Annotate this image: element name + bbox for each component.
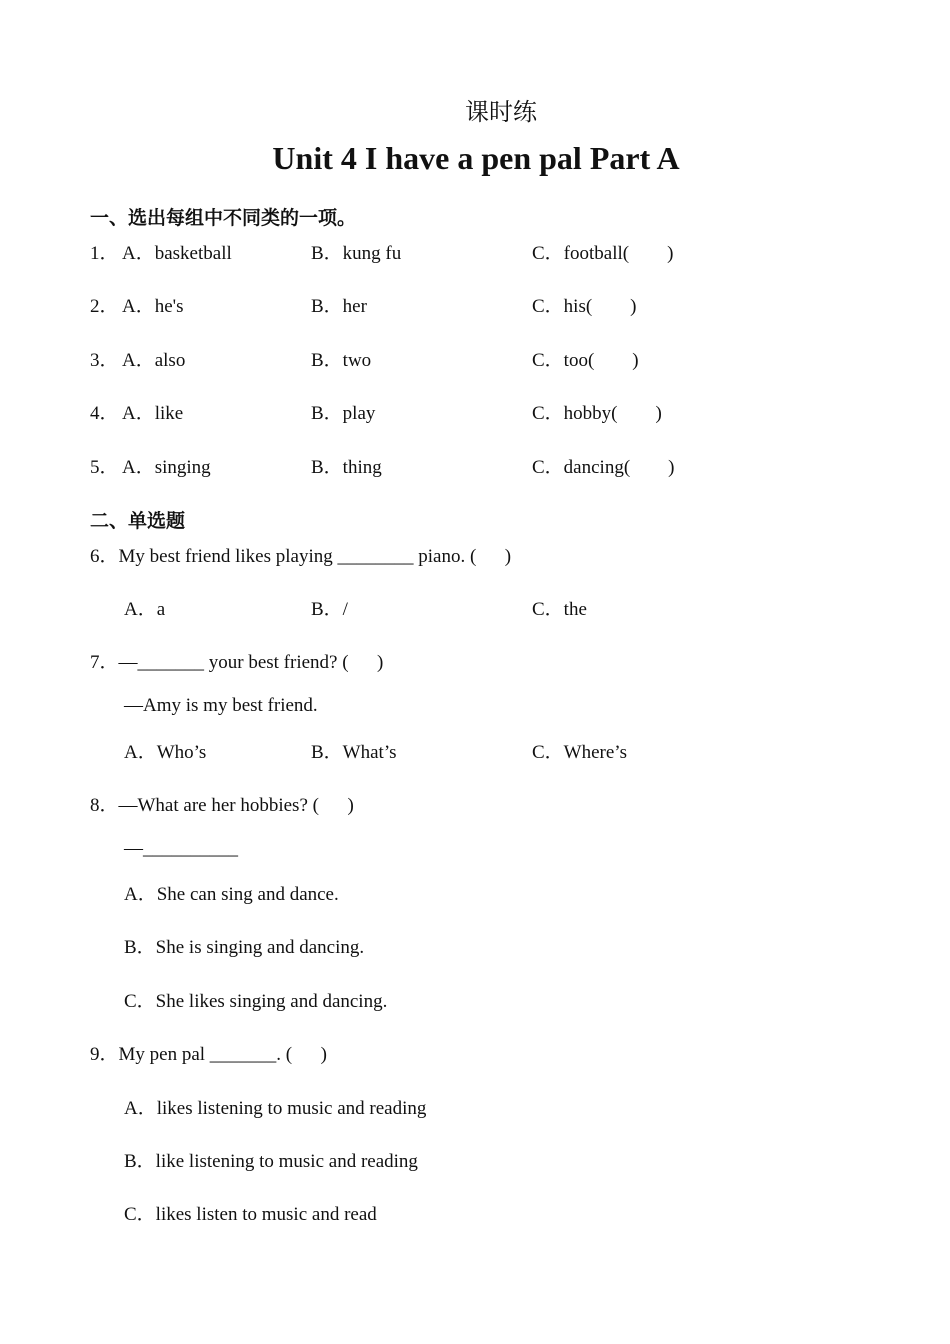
option-a: A．also [122, 350, 186, 371]
option-b: B．play [311, 403, 376, 424]
option-a: A．basketball [122, 243, 232, 264]
option-b: B．/ [311, 599, 348, 620]
option-b: B．kung fu [311, 243, 402, 264]
option-a: A．like [122, 403, 184, 424]
page-subtitle: 课时练 [465, 98, 537, 126]
option-b: B．two [311, 350, 372, 371]
option-c: C．football( ) [532, 243, 674, 264]
question-stem: 7．—_______ your best friend? ( ) [90, 652, 384, 673]
option-a: A．singing [122, 457, 211, 478]
option-c: C．his( ) [532, 296, 637, 317]
question-number: 5． [90, 457, 119, 478]
option-a: A．he's [122, 296, 184, 317]
option-a: A．Who’s [124, 742, 207, 763]
option-c: C．She likes singing and dancing. [124, 991, 388, 1012]
option-c: C．likes listen to music and read [124, 1204, 377, 1225]
option-b: B．thing [311, 457, 382, 478]
section2-heading: 二、单选题 [90, 510, 186, 532]
option-c: C．Where’s [532, 742, 627, 763]
question-number: 1． [90, 243, 119, 264]
option-c: C．too( ) [532, 350, 639, 371]
question-stem: 6．My best friend likes playing ________ piano. ( ) [90, 546, 512, 567]
option-c: C．dancing( ) [532, 457, 675, 478]
question-number: 3． [90, 350, 119, 371]
option-b: B．What’s [311, 742, 397, 763]
option-b: B．her [311, 296, 367, 317]
question-number: 4． [90, 403, 119, 424]
option-c: C．hobby( ) [532, 403, 662, 424]
option-c: C．the [532, 599, 587, 620]
option-a: A．a [124, 599, 166, 620]
option-a: A．likes listening to music and reading [124, 1098, 427, 1119]
page-title: Unit 4 I have a pen pal Part A [272, 140, 680, 176]
option-a: A．She can sing and dance. [124, 884, 339, 905]
dialogue-answer: —Amy is my best friend. [124, 695, 318, 716]
question-stem: 9．My pen pal _______. ( ) [90, 1044, 327, 1065]
question-number: 2． [90, 296, 119, 317]
section1-heading: 一、选出每组中不同类的一项。 [90, 207, 357, 229]
answer-blank: —__________ [124, 838, 238, 859]
question-stem: 8．—What are her hobbies? ( ) [90, 795, 354, 816]
option-b: B．She is singing and dancing. [124, 937, 365, 958]
option-b: B．like listening to music and reading [124, 1151, 418, 1172]
